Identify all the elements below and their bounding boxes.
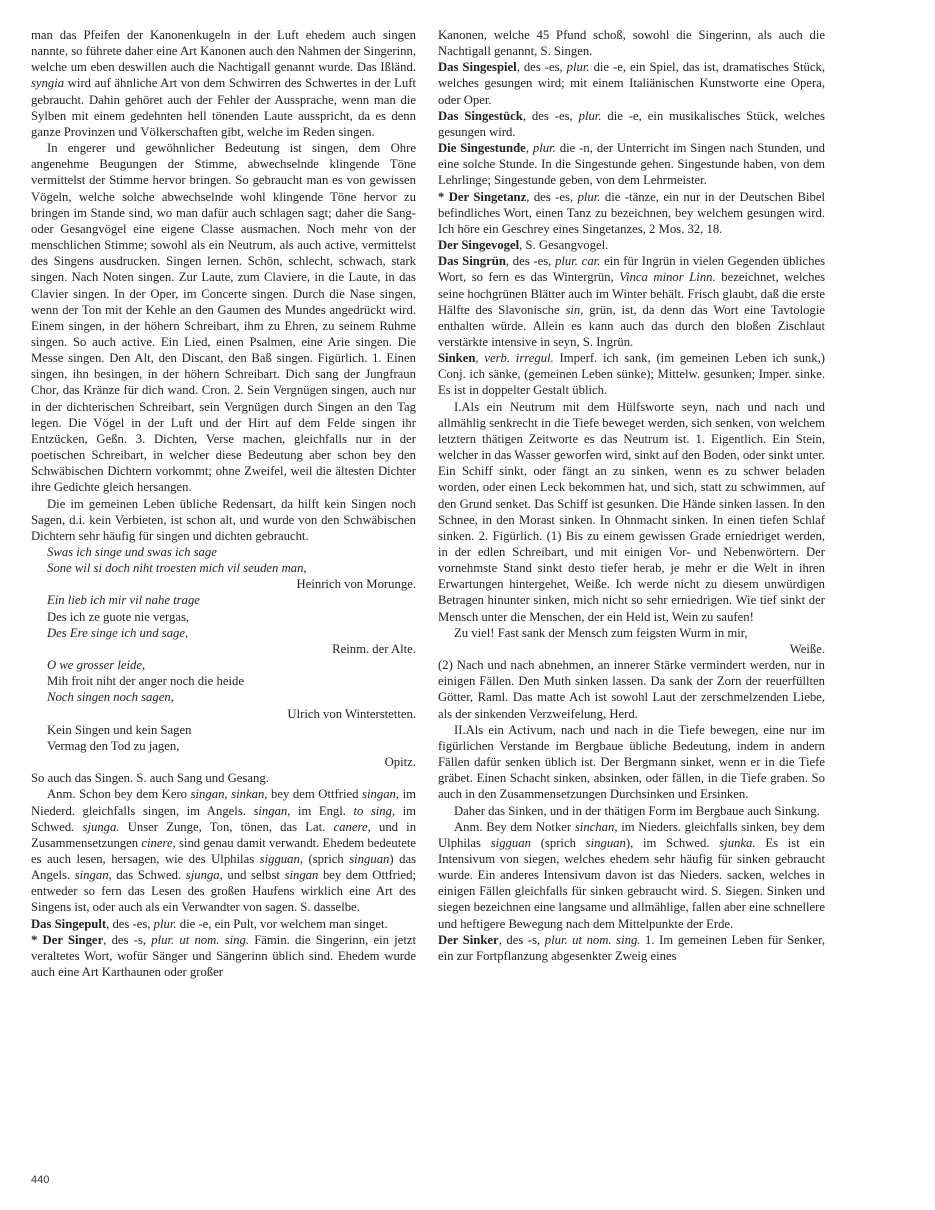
paragraph: I.Als ein Neutrum mit dem Hülfsworte seyn, nach und nach und allmählig senkrecht in die Tiefe beweget werden, sich senken, von welchem letztern thätigen Zeitworte es das Neutrum ist. 1. Eigentlich. Ein Stein, welcher in das Wasser geworfen wird, sinkt auf den Boden, oder sinkt unter. Ein Schiff sinkt, oder fängt an zu sinken, wenn es zu schwer beladen worden, oder einen Leck bekommen hat, und sich, statt zu schwimmen, auf den Grund senket. Das Schiff ist gesunken. Die Hände sinken lassen. In den Schnee, in den Morast sinken. In Ohnmacht sinken. In einen tiefen Schlaf sinken. 2. Figürlich. (1) Bis zu einem gewissen Grade erniedriget werden, in der edlen Schreibart, und mit einigen Vor- und Nebenwörtern. Der vornehmste Stand sinkt desto tiefer herab, je mehr er die Welt in ihren Erwartungen hintergehet, Weiße. Ich werde nicht zu diesem unwürdigen Betragen hinunter sinken, mich nicht so sehr erniedrigen. Wie tief sinkt der Mensch unter die Menschen, der ein Held ist, Wein zu saufen! — [438, 399, 825, 624]
poem-line: Des ich ze guote nie vergas, — [47, 609, 190, 624]
entry-sinken: Sinken, verb. irregul. Imperf. ich sank, (im gemeinen Leben ich sunk,) Conj. ich sänke, (gemeinen Leben sünke); Mittelw. gesunken; Imper. sinke. Es ist in doppelter Gestalt üblich. — [438, 351, 826, 398]
annotation: Anm. Schon bey dem Kero singan, sinkan, bey dem Ottfried singan, im Niederd. gleichfalls singen, im Angels. singan, im Engl. to sing, im Schwed. sjunga. Unser Zunge, Ton, tönen, das Lat. canere, und in Zusammensetzungen cinere, sind genau damit verwandt. Ehedem bedeutete es auch lesen, hersagen, wie des Ulphilas sigguan, (sprich singuan) das Angels. singan, das Schwed. sjunga, und selbst singan bey dem Ottfried; entweder so fern das Lesen des großen Haufens wirklich eine Art des Singens ist, oder auch als ein Verwandter von sagen. S. dasselbe. — [31, 787, 417, 915]
entry-singetanz: * Der Singetanz, des -es, plur. die -tänze, ein nur in der Deutschen Bibel befindliches Wort, einen Tanz zu bezeichnen, bey welchem gesungen wird. Ich höre ein Geschrey eines Singetanzes, 2 Mos. 32, 18. — [438, 189, 825, 236]
entry-singespiel: Das Singespiel, des -es, plur. die -e, ein Spiel, das ist, dramatisches Stück, welches gesungen wird; mit einem Italiänischen Kunstworte eine Opera, oder Oper. — [438, 60, 825, 107]
entry-singevogel: Der Singevogel, S. Gesangvogel. — [438, 238, 609, 253]
poem-attribution: Opitz. — [384, 755, 416, 770]
poem-attribution: Heinrich von Morunge. — [296, 577, 416, 592]
poem-line: Vermag den Tod zu jagen, — [47, 738, 180, 753]
paragraph: Kanonen, welche 45 Pfund schoß, sowohl die Singerinn, als auch die Nachtigall genannt, S. Singen. — [438, 28, 825, 59]
poem-line: Kein Singen und kein Sagen — [47, 722, 192, 737]
page-number: 440 — [31, 1174, 50, 1186]
entry-singer: * Der Singer, des -s, plur. ut nom. sing. Fämin. die Singerinn, ein jetzt veraltetes Wort, wofür Sänger und Sängerinn üblich sind. Ehedem wurde auch eine Art Karthaunen oder großer — [31, 932, 417, 980]
paragraph: Daher das Sinken, und in der thätigen Form im Bergbaue auch Sinkung. — [454, 803, 820, 818]
entry-singestueck: Das Singestück, des -es, plur. die -e, ein musikalisches Stück, welches gesungen wird. — [438, 108, 825, 139]
poem-line: Mih froit niht der anger noch die heide — [47, 674, 244, 689]
paragraph: Die im gemeinen Leben übliche Redensart, da hilft kein Singen noch Sagen, d.i. kein Verbieten, ist schon alt, und wurde von den Schwäbischen Dichtern sehr häufig für singen und dichten gebraucht. — [31, 496, 416, 543]
poem-line: Sone wil si doch niht troesten mich vil seuden man, — [47, 561, 307, 576]
entry-singestunde: Die Singestunde, plur. die -n, der Unterricht im Singen nach Stunden, und eine solche Stunde. In die Singestunde gehen. Singestunde haben, von dem Lehrlinge; Singestunde geben, von dem Lehrmeister. — [438, 141, 826, 188]
quote-line: Zu viel! Fast sank der Mensch zum feigsten Wurm in mir, — [454, 625, 748, 640]
paragraph: In engerer und gewöhnlicher Bedeutung ist singen, dem Ohre angenehme Beugungen der Stimme, abwechselnde klingende Töne vermittelst der Stimme hervor bringen. So gebraucht man es von gewissen Vögeln, welche solche abwechselnde wohl klingende Töne hervor zu bringen im Stande sind, wo man dafür auch schlagen sagt; daher die Sang- oder Gesangvögel eine eigene Classe ausmachen. Noch mehr von der menschlichen Stimme; sowohl als ein Neutrum, als auch active, vermittelst des Singens ausdrucken. Singen lernen. Schön, schlecht, schwach, stark singen. Nach Noten singen. Zur Laute, zum Claviere, in die Laute, in das Clavier singen. In der Oper, im Concerte singen. Durch die Nase singen, wenn der Ton mit der Kehle an den Gaumen des Mundes angedrückt wird. Einem singen, in der höhern Schreibart, ihm zu Ehren, zu seinem Ruhme singen. So auch active. Ein Lied, einen Psalmen, eine Arie singen. Die Messe singen. Den Alt, den Discant, den Baß singen. Figürlich. 1. Einen singen, ihn besingen, in der höhern Schreibart. Dich sang der Jungfraun Chor, das Kränze für dich wand. Cron. 2. Sein Vergnügen singen, auch nur in der dichterischen Schreibart, sein Vergnügen durch Singen an den Tag legen. Die Vögel in der Luft und der Hirt auf dem Felde singen ihr Entzücken, Geßn. 3. Dichten, Verse machen, gleichfalls nur in der poetischen Schreibart, in welcher diese Bedeutung aber schon bey den Schwäbischen Dichtern vorkommt; ohne Zweifel, weil die ältesten Dichter ihre Gedichte gleich hersangen. — [31, 141, 416, 495]
entry-singruen: Das Singrün, des -es, plur. car. ein für Ingrün in vielen Gegenden übliches Wort, so fern es das Wintergrün, Vinca minor Linn. bezeichnet, welches seine hochgrünen Blätter auch im Winter behält. Frisch glaubt, daß die erste Hälfte des Slavonische sin, grün, ist, da denn das Wort eine Tavtologie enthalten würde. Allein es kann auch das durch den bloßen Zischlaut verstärkte intensive in seyn, S. Ingrün. — [438, 254, 826, 349]
poem-line: Ein lieb ich mir vil nahe trage — [47, 593, 200, 608]
poem-line: Noch singen noch sagen, — [47, 690, 174, 705]
poem-line: O we grosser leide, — [47, 658, 146, 673]
left-column — [31, 27, 416, 980]
poem-line: Des Ere singe ich und sage, — [47, 625, 189, 640]
right-column — [438, 27, 825, 964]
poem-line: Swas ich singe und swas ich sage — [47, 545, 217, 559]
paragraph: (2) Nach und nach abnehmen, an innerer Stärke vermindert werden, nur in einigen Fällen. Den Muth sinken lassen. Da sank der Zorn der reuerfüllten Götter, Raml. Das matte Ach ist sowohl Laut der zerschmelzenden Liebe, als der sinkenden Verzweifelung, Herd. — [438, 658, 825, 721]
paragraph: man das Pfeifen der Kanonenkugeln in der Luft ehedem auch singen nannte, so führete daher eine Art Kanonen auch den Nahmen der Singerinn, welche um eben deswillen auch die Nachtigall genannt wurde. Das Ißländ. syngia wird auf ähnliche Art von dem Schwirren des Schwertes in der Luft gebraucht. Dahin gehöret auch der Fehler der Aussprache, wenn man die Sylben mit einem gedehnten hell tönenden Laute ausspricht, da es denn ganze Provinzen und Völkerschaften gibt, welche im Reden singen. — [31, 28, 416, 139]
paragraph: II.Als ein Activum, nach und nach in die Tiefe bewegen, eine nur im figürlichen Verstande im Bergbaue übliche Bedeutung, indem in andern Fällen dafür senken üblich ist. Der Bergmann sinket, wenn er in die Tiefe gräbet. Einen Schacht sinken, absinken, oder fällen, in die Tiefe graben. So auch in den Zusammensetzungen Durchsinken und Ersinken. — [438, 722, 825, 802]
paragraph: So auch das Singen. S. auch Sang und Gesang. — [31, 771, 269, 786]
annotation: Anm. Bey dem Notker sinchan, im Nieders. gleichfalls sinken, bey dem Ulphilas sigguan (sprich singuan), im Schwed. sjunka. Es ist ein Intensivum von siegen, welches ehedem sehr häufig für sinken gebraucht wurde. Ein anderes Intensivum davon ist das Nieders. sacken, welches in einigen Fällen gleichfalls für sinken gebraucht wird. S. Siegen. Sinken und siegen bezeichnen eine langsame und allmählige, fallen aber eine schnellere und heftigere Bewegung nach dem Mittelpunkte der Erde. — [438, 819, 826, 931]
quote-attribution: Weiße. — [789, 641, 825, 656]
poem-attribution: Reinm. der Alte. — [332, 641, 416, 656]
poem-attribution: Ulrich von Winterstetten. — [287, 706, 416, 721]
entry-singepult: Das Singepult, des -es, plur. die -e, ein Pult, vor welchem man singet. — [31, 916, 388, 931]
entry-sinker: Der Sinker, des -s, plur. ut nom. sing. 1. Im gemeinen Leben für Senker, ein zur Fortpflanzung abgesenkter Zweig eines — [438, 932, 826, 963]
